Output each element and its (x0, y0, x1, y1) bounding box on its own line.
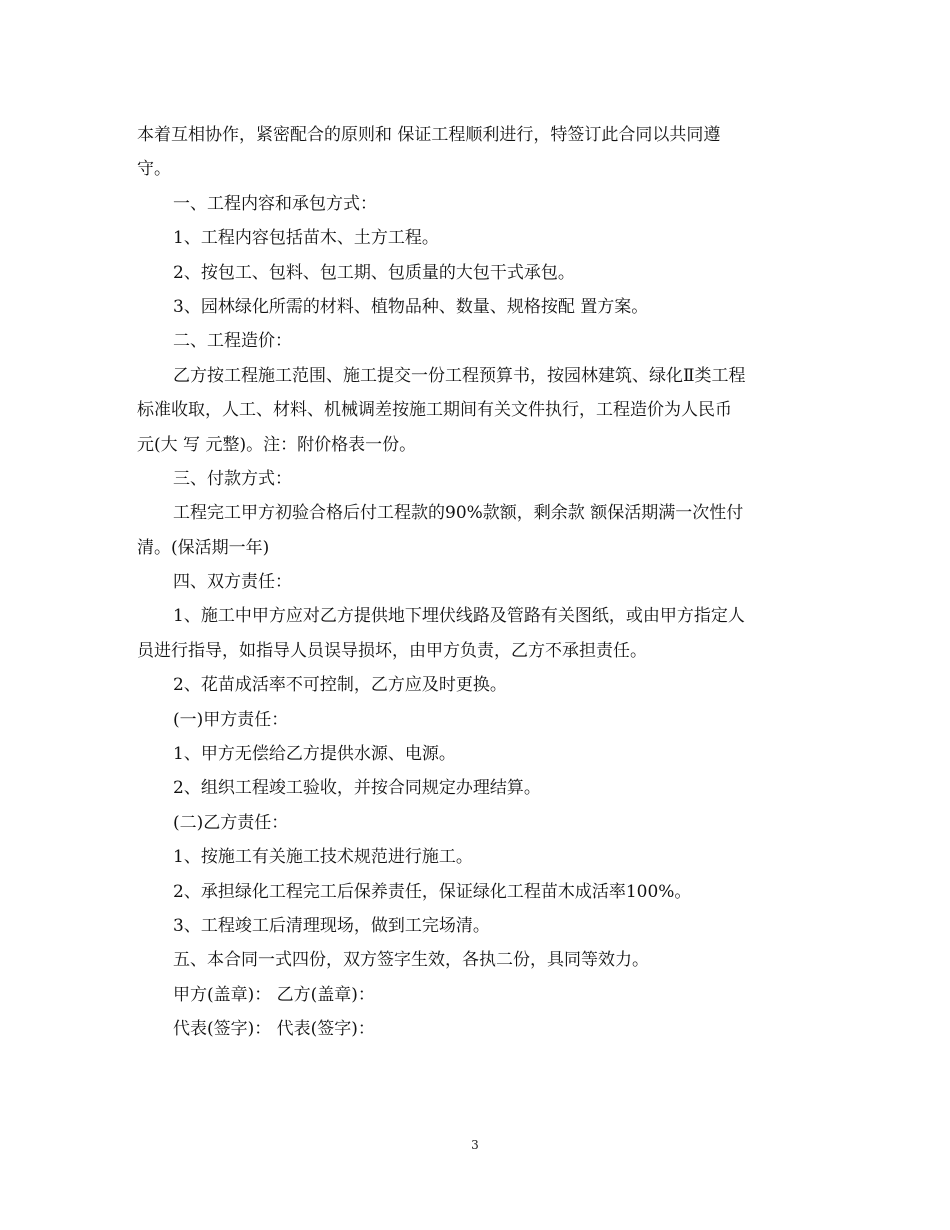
page-number: 3 (471, 1138, 479, 1152)
paragraph-line: 元(大 写 元整)。注：附价格表一份。 (137, 434, 417, 455)
clause-line: 2、按包工、包料、包工期、包质量的大包干式承包。 (173, 262, 575, 283)
paragraph-line: 清。(保活期一年) (137, 537, 270, 558)
paragraph-line: 员进行指导，如指导人员误导损坏，由甲方负责，乙方不承担责任。 (137, 640, 647, 661)
section-heading-payment: 三、付款方式： (173, 468, 292, 489)
paragraph-line: 标准收取，人工、材料、机械调差按施工期间有关文件执行，工程造价为人民币 (137, 400, 732, 421)
clause-line: 1、施工中甲方应对乙方提供地下埋伏线路及管路有关图纸，或由甲方指定人 (173, 606, 745, 627)
clause-line: 2、花苗成活率不可控制，乙方应及时更换。 (173, 675, 507, 696)
clause-line: 1、按施工有关施工技术规范进行施工。 (173, 847, 473, 868)
subsection-heading-party-a: (一)甲方责任： (173, 709, 289, 730)
contract-body (137, 118, 817, 1047)
paragraph-line: 工程完工甲方初验合格后付工程款的90%款额，剩余款 额保活期满一次性付 (173, 503, 744, 524)
clause-line: 3、园林绿化所需的材料、植物品种、数量、规格按配 置方案。 (173, 296, 649, 317)
clause-line: 3、工程竣工后清理现场，做到工完场清。 (173, 915, 490, 936)
section-heading-content: 一、工程内容和承包方式： (173, 193, 377, 214)
clause-line: 2、承担绿化工程完工后保养责任，保证绿化工程苗木成活率100%。 (173, 881, 692, 902)
seal-line: 甲方(盖章)： 乙方(盖章)： (173, 984, 375, 1005)
paragraph-line: 守。 (137, 159, 171, 180)
subsection-heading-party-b: (二)乙方责任： (173, 812, 289, 833)
section-heading-copies: 五、本合同一式四份，双方签字生效，各执二份，具同等效力。 (173, 950, 649, 971)
clause-line: 2、组织工程竣工验收，并按合同规定办理结算。 (173, 778, 541, 799)
paragraph-line: 乙方按工程施工范围、施工提交一份工程预算书，按园林建筑、绿化Ⅱ类工程 (173, 365, 746, 386)
clause-line: 1、工程内容包括苗木、土方工程。 (173, 228, 439, 249)
section-heading-responsibilities: 四、双方责任： (173, 572, 292, 593)
clause-line: 1、甲方无偿给乙方提供水源、电源。 (173, 744, 456, 765)
section-heading-price: 二、工程造价： (173, 331, 292, 352)
paragraph-line: 本着互相协作，紧密配合的原则和 保证工程顺利进行，特签订此合同以共同遵 (137, 125, 721, 145)
signature-line: 代表(签字)： 代表(签字)： (173, 1019, 375, 1040)
